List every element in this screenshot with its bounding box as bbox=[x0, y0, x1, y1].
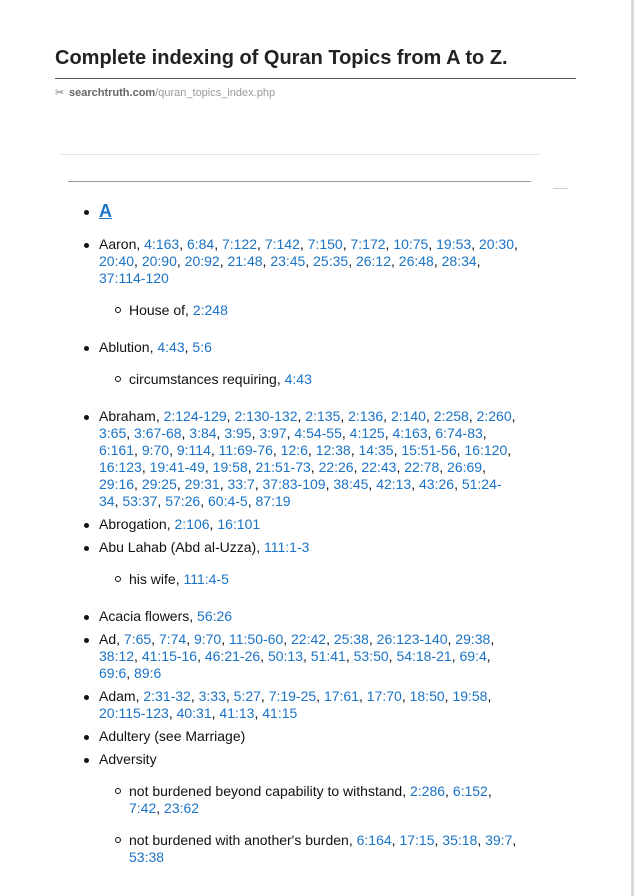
verse-ref-link[interactable]: 35:18 bbox=[442, 832, 478, 848]
verse-ref-link[interactable]: 29:38 bbox=[455, 631, 491, 647]
verse-ref-link[interactable]: 15:51-56 bbox=[401, 442, 457, 458]
verse-ref-link[interactable]: 56:26 bbox=[197, 608, 233, 624]
source-line bbox=[55, 86, 275, 99]
verse-ref-link[interactable]: 3:95 bbox=[224, 425, 252, 441]
verse-ref-link[interactable]: 57:26 bbox=[165, 493, 201, 509]
verse-ref-link[interactable]: 20:40 bbox=[99, 253, 135, 269]
verse-ref-link[interactable]: 2:258 bbox=[433, 408, 469, 424]
verse-ref-link[interactable]: 69:6 bbox=[99, 665, 127, 681]
topic-label: Adversity bbox=[99, 751, 157, 767]
letter-heading bbox=[99, 200, 519, 222]
verse-ref-link[interactable]: 7:74 bbox=[158, 631, 187, 647]
verse-ref-link[interactable]: 19:58 bbox=[212, 459, 248, 475]
verse-ref-link[interactable]: 20:92 bbox=[184, 253, 220, 269]
verse-ref-link[interactable]: 25:35 bbox=[313, 253, 349, 269]
topic-label: Acacia flowers bbox=[99, 608, 190, 624]
verse-ref-link[interactable]: 53:37 bbox=[122, 493, 158, 509]
topic-entry: Ablution, 4:43, 5:6 circumstances requiring, 4:43 bbox=[99, 339, 519, 388]
verse-ref-link[interactable]: 87:19 bbox=[255, 493, 291, 509]
verse-ref-link[interactable]: 7:122 bbox=[222, 236, 258, 252]
verse-ref-link[interactable]: 33:7 bbox=[227, 476, 255, 492]
verse-ref-link[interactable]: 29:16 bbox=[99, 476, 135, 492]
verse-ref-link[interactable]: 7:142 bbox=[264, 236, 300, 252]
topic-index bbox=[99, 200, 519, 886]
topic-label: Abu Lahab (Abd al-Uzza) bbox=[99, 539, 257, 555]
verse-ref-link[interactable]: 17:15 bbox=[399, 832, 435, 848]
verse-ref-link[interactable]: 50:13 bbox=[267, 648, 303, 664]
subtopic-list bbox=[129, 371, 519, 388]
verse-ref-link[interactable]: 6:74-83 bbox=[435, 425, 483, 441]
verse-ref-link[interactable]: 6:161 bbox=[99, 442, 135, 458]
subtopic-list bbox=[129, 783, 519, 866]
topic-label: House of bbox=[129, 302, 186, 318]
verse-ref-link[interactable]: 12:6 bbox=[280, 442, 308, 458]
verse-ref-link[interactable]: 20:115-123 bbox=[99, 705, 169, 721]
verse-ref-link[interactable]: 11:50-60 bbox=[229, 631, 284, 647]
verse-ref-link[interactable]: 21:48 bbox=[227, 253, 263, 269]
verse-ref-link[interactable]: 23:45 bbox=[270, 253, 306, 269]
subtopic-list bbox=[129, 571, 519, 588]
subtopic-entry: not burdened with another's burden, 6:164, 17:15, 35:18, 39:7, 53:38 bbox=[129, 832, 519, 866]
verse-ref-link[interactable]: 51:24-34 bbox=[99, 476, 502, 509]
verse-ref-link[interactable]: 20:90 bbox=[141, 253, 177, 269]
verse-ref-link[interactable]: 2:248 bbox=[192, 302, 228, 318]
source-domain[interactable]: searchtruth.com bbox=[69, 87, 156, 99]
verse-ref-link[interactable]: 18:50 bbox=[409, 688, 445, 704]
verse-ref-link[interactable]: 7:19-25 bbox=[268, 688, 317, 704]
verse-ref-link[interactable]: 28:34 bbox=[441, 253, 477, 269]
verse-ref-link[interactable]: 41:15 bbox=[262, 705, 298, 721]
verse-ref-link[interactable]: 17:70 bbox=[366, 688, 402, 704]
verse-ref-link[interactable]: 6:84 bbox=[186, 236, 215, 252]
verse-ref-link[interactable]: 111:4-5 bbox=[183, 571, 229, 587]
verse-ref-link[interactable]: 26:12 bbox=[355, 253, 392, 269]
divider bbox=[68, 181, 531, 182]
verse-ref-link[interactable]: 22:78 bbox=[404, 459, 440, 475]
verse-ref-link[interactable]: 39:7 bbox=[485, 832, 513, 848]
verse-ref-link[interactable]: 19:41-49 bbox=[149, 459, 205, 475]
verse-ref-link[interactable]: 6:164 bbox=[356, 832, 392, 848]
verse-ref-link[interactable]: 6:152 bbox=[452, 783, 488, 799]
topic-label: circumstances requiring bbox=[129, 371, 277, 387]
topic-label: Aaron bbox=[99, 236, 137, 252]
verse-ref-link[interactable]: 2:124-129 bbox=[163, 408, 227, 424]
verse-ref-link[interactable]: 42:13 bbox=[376, 476, 412, 492]
subtopic-entry: House of, 2:248 bbox=[129, 302, 519, 319]
topic-label: Adultery (see Marriage) bbox=[99, 728, 246, 744]
verse-ref-link[interactable]: 14:35 bbox=[358, 442, 394, 458]
topic-label: not burdened with another's burden bbox=[129, 832, 349, 848]
verse-ref-link[interactable]: 60:4-5 bbox=[208, 493, 248, 509]
verse-ref-link[interactable]: 9:114 bbox=[176, 442, 211, 458]
verse-ref-link[interactable]: 4:125 bbox=[349, 425, 385, 441]
topic-label: his wife bbox=[129, 571, 176, 587]
verse-ref-link[interactable]: 69:4 bbox=[459, 648, 487, 664]
verse-ref-link[interactable]: 2:106 bbox=[174, 516, 210, 532]
verse-ref-link[interactable]: 3:84 bbox=[189, 425, 217, 441]
verse-ref-link[interactable]: 7:172 bbox=[350, 236, 386, 252]
verse-ref-link[interactable]: 29:25 bbox=[141, 476, 177, 492]
page-title: Complete indexing of Quran Topics from A to Z. bbox=[55, 47, 508, 69]
verse-ref-link[interactable]: 53:38 bbox=[129, 849, 165, 865]
verse-ref-link[interactable]: 41:15-16 bbox=[141, 648, 198, 664]
verse-ref-link[interactable]: 21:51-73 bbox=[255, 459, 311, 475]
verse-ref-link[interactable]: 3:97 bbox=[259, 425, 287, 441]
verse-ref-link[interactable]: 43:26 bbox=[419, 476, 455, 492]
scissors-icon: ✂ bbox=[55, 87, 65, 99]
topic-entry: Acacia flowers, 56:26 bbox=[99, 608, 519, 625]
divider bbox=[61, 154, 539, 155]
verse-ref-link[interactable]: 26:123-140 bbox=[376, 631, 448, 647]
verse-ref-link[interactable]: 51:41 bbox=[310, 648, 346, 664]
topic-label: not burdened beyond capability to withstand bbox=[129, 783, 403, 799]
topic-entry: Abraham, 2:124-129, 2:130-132, 2:135, 2:136, 2:140, 2:258, 2:260, 3:65, 3:67-68, 3:84, 3:95, 3:97, 4:54-55, 4:125, 4:163, 6:74-83, 6:161, 9:70, 9:114, 11:69-76, 12:6, 12:38, 14:35, 15:51-56, 16:120, 16:123, 19:41-49, 19:58, 21:51-73, 22:26, 22:43, 22:78, 26:69, 29:16, 29:25, 29:31, 33:7, 37:83-109, 38:45, 42:13, 43:26, 51:24-34, 53:37, 57:26, 60:4-5, 87:19 bbox=[99, 408, 519, 510]
title-divider bbox=[55, 78, 576, 79]
verse-ref-link[interactable]: 2:260 bbox=[476, 408, 512, 424]
verse-ref-link[interactable]: 2:136 bbox=[348, 408, 384, 424]
verse-ref-link[interactable]: 5:6 bbox=[192, 339, 212, 355]
topic-label: Abraham bbox=[99, 408, 156, 424]
verse-ref-link[interactable]: 2:31-32 bbox=[143, 688, 191, 704]
topic-entry: Abrogation, 2:106, 16:101 bbox=[99, 516, 519, 533]
verse-ref-link[interactable]: 37:114-120 bbox=[99, 270, 169, 286]
verse-ref-link[interactable]: 4:163 bbox=[144, 236, 180, 252]
verse-ref-link[interactable]: 3:67-68 bbox=[134, 425, 182, 441]
verse-ref-link[interactable]: 4:54-55 bbox=[294, 425, 342, 441]
letter-link[interactable]: A bbox=[99, 201, 112, 221]
subtopic-entry: not burdened beyond capability to withstand, 2:286, 6:152, 7:42, 23:62 bbox=[129, 783, 519, 817]
verse-ref-link[interactable]: 22:42 bbox=[291, 631, 327, 647]
verse-ref-link[interactable]: 25:38 bbox=[333, 631, 369, 647]
verse-ref-link[interactable]: 2:135 bbox=[305, 408, 341, 424]
verse-ref-link[interactable]: 11:69-76 bbox=[218, 442, 273, 458]
verse-ref-link[interactable]: 46:21-26 bbox=[204, 648, 261, 664]
verse-ref-link[interactable]: 111:1-3 bbox=[263, 539, 310, 555]
verse-ref-link[interactable]: 22:26 bbox=[318, 459, 354, 475]
verse-ref-link[interactable]: 26:69 bbox=[447, 459, 483, 475]
topic-entry: Ad, 7:65, 7:74, 9:70, 11:50-60, 22:42, 25:38, 26:123-140, 29:38, 38:12, 41:15-16, 46:21-26, 50:13, 51:41, 53:50, 54:18-21, 69:4, 69:6, 89:6 bbox=[99, 631, 519, 682]
verse-ref-link[interactable]: 3:65 bbox=[99, 425, 127, 441]
verse-ref-link[interactable]: 89:6 bbox=[134, 665, 162, 681]
verse-ref-link[interactable]: 38:12 bbox=[99, 648, 135, 664]
topic-entry: Aaron, 4:163, 6:84, 7:122, 7:142, 7:150, 7:172, 10:75, 19:53, 20:30, 20:40, 20:90, 20:92, 21:48, 23:45, 25:35, 26:12, 26:48, 28:34, 37:114-120 House of, 2:248 bbox=[99, 236, 518, 318]
subtopic-list bbox=[129, 302, 519, 319]
verse-ref-link[interactable]: 20:30 bbox=[478, 236, 515, 252]
verse-ref-link[interactable]: 19:53 bbox=[436, 236, 472, 252]
verse-ref-link[interactable]: 12:38 bbox=[315, 442, 351, 458]
verse-ref-link[interactable]: 26:48 bbox=[398, 253, 434, 269]
source-path[interactable]: /quran_topics_index.php bbox=[155, 87, 276, 99]
verse-ref-link[interactable]: 37:83-109 bbox=[262, 476, 326, 492]
verse-ref-link[interactable]: 10:75 bbox=[393, 236, 429, 252]
verse-ref-link[interactable]: 4:43 bbox=[284, 371, 312, 387]
divider bbox=[553, 188, 568, 189]
verse-ref-link[interactable]: 5:27 bbox=[233, 688, 261, 704]
verse-ref-link[interactable]: 16:120 bbox=[464, 442, 508, 458]
verse-ref-link[interactable]: 7:150 bbox=[307, 236, 343, 252]
verse-ref-link[interactable]: 38:45 bbox=[333, 476, 369, 492]
topic-label: Ablution bbox=[99, 339, 150, 355]
verse-ref-link[interactable]: 7:42 bbox=[129, 800, 157, 816]
topic-label: Adam bbox=[99, 688, 136, 704]
verse-ref-link[interactable]: 4:43 bbox=[157, 339, 185, 355]
verse-ref-link[interactable]: 2:286 bbox=[409, 783, 446, 799]
verse-ref-link[interactable]: 29:31 bbox=[184, 476, 220, 492]
verse-ref-link[interactable]: 22:43 bbox=[361, 459, 397, 475]
verse-ref-link[interactable]: 41:13 bbox=[219, 705, 255, 721]
topic-entry bbox=[99, 751, 519, 866]
verse-ref-link[interactable]: 17:61 bbox=[323, 688, 359, 704]
verse-ref-link[interactable]: 40:31 bbox=[176, 705, 212, 721]
verse-ref-link[interactable]: 19:58 bbox=[452, 688, 488, 704]
verse-ref-link[interactable]: 9:70 bbox=[193, 631, 222, 647]
topic-entry: Adam, 2:31-32, 3:33, 5:27, 7:19-25, 17:61, 17:70, 18:50, 19:58, 20:115-123, 40:31, 41:13, 41:15 bbox=[99, 688, 519, 722]
verse-ref-link[interactable]: 54:18-21 bbox=[396, 648, 452, 664]
verse-ref-link[interactable]: 9:70 bbox=[141, 442, 170, 458]
verse-ref-link[interactable]: 23:62 bbox=[164, 800, 200, 816]
subtopic-entry: his wife, 111:4-5 bbox=[129, 571, 519, 588]
subtopic-entry: circumstances requiring, 4:43 bbox=[129, 371, 519, 388]
verse-ref-link[interactable]: 53:50 bbox=[353, 648, 389, 664]
verse-ref-link[interactable]: 2:130-132 bbox=[234, 408, 298, 424]
topic-label: Ad bbox=[99, 631, 117, 647]
topic-list bbox=[99, 200, 519, 866]
verse-ref-link[interactable]: 16:101 bbox=[217, 516, 261, 532]
topic-entry bbox=[99, 728, 519, 745]
verse-ref-link[interactable]: 2:140 bbox=[390, 408, 426, 424]
verse-ref-link[interactable]: 7:65 bbox=[123, 631, 152, 647]
topic-label: Abrogation bbox=[99, 516, 167, 532]
verse-ref-link[interactable]: 3:33 bbox=[198, 688, 226, 704]
verse-ref-link[interactable]: 4:163 bbox=[392, 425, 428, 441]
topic-entry: Abu Lahab (Abd al-Uzza), 111:1-3 his wife, 111:4-5 bbox=[99, 539, 519, 588]
verse-ref-link[interactable]: 16:123 bbox=[99, 459, 142, 475]
